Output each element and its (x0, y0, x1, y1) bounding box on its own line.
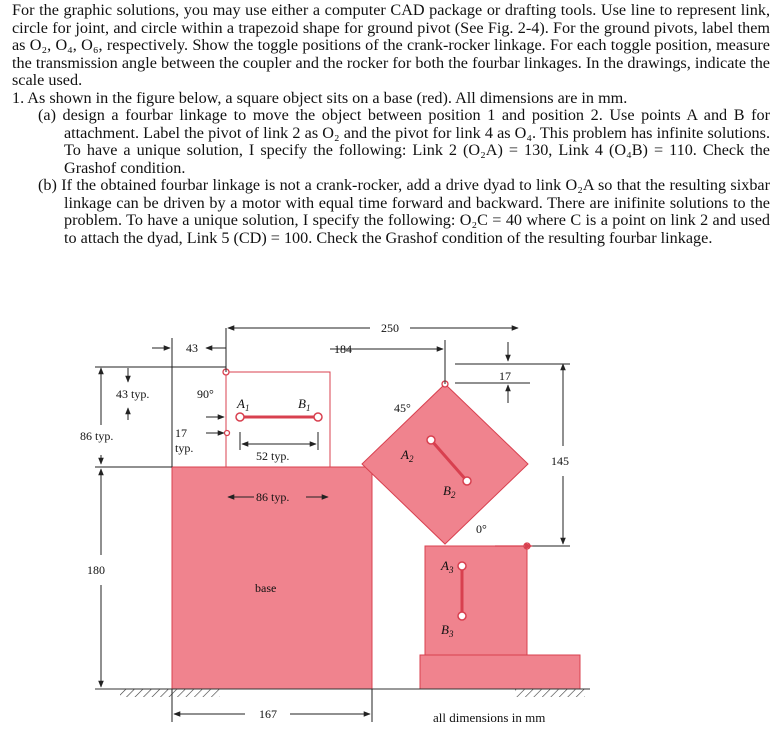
joint-a1 (236, 413, 244, 421)
label-base: base (255, 581, 277, 595)
joint-b1 (314, 413, 322, 421)
corner-marker-4 (225, 431, 230, 436)
problem-part-a: (a) design a fourbar linkage to move the object between position 1 and position 2. Use points A and B for attachment. Label the pivot of link 2 as O₂ and the pivot for link 4 as O₄. This problem has infinite solutions. To have a unique solution, I specify the following: Link 2 (O₂A) = 130, Link 4 (O₄B) = 110. Check the Grashof condition. (38, 106, 770, 177)
joint-a2 (427, 436, 435, 444)
dim-0-deg: 0° (476, 522, 487, 536)
dim-17-right: 17 (499, 369, 511, 383)
dim-17-typ-label: typ. (175, 441, 194, 455)
dim-180: 180 (87, 563, 105, 577)
dim-90-deg: 90° (197, 387, 214, 401)
label-b2: $B_2$ (443, 483, 456, 500)
dim-86-typ-h: 86 typ. (256, 490, 290, 504)
dim-167: 167 (259, 707, 277, 721)
dim-145: 145 (551, 454, 569, 468)
dim-45-deg: 45° (394, 401, 411, 415)
label-a1: $A_1$ (237, 396, 250, 413)
label-all-dims: all dimensions in mm (433, 710, 546, 725)
ground-hatch-right (515, 689, 585, 697)
label-a3: $A_3$ (441, 558, 454, 575)
object-position-2 (362, 384, 528, 544)
problem-text (12, 2, 770, 247)
dim-43: 43 (186, 341, 198, 355)
label-b1: $B_1$ (298, 396, 311, 413)
ground-hatch-left (120, 689, 220, 697)
joint-b3 (458, 612, 466, 620)
label-b3: $B_3$ (441, 622, 454, 639)
problem-intro: For the graphic solutions, you may use either a computer CAD package or drafting tools. Use line to represent link, circle for joint, and circle within a trapezoid shape for ground pivot (See Fig. 2-4). For the ground pivots, label them as O₂, O₄, O₆, respectively. Show the toggle positions of the crank-rocker linkage. For each toggle position, measure the transmission angle between the coupler and the rocker for both the fourbar linkages. In the drawings, indicate the scale used. (12, 1, 770, 89)
linkage-figure (0, 318, 776, 742)
dim-43-typ: 43 typ. (116, 387, 150, 401)
problem-item-1: 1. As shown in the figure below, a square object sits on a base (red). All dimensions are in mm. (12, 88, 628, 107)
dim-184: 184 (334, 342, 352, 356)
joint-b2 (463, 477, 471, 485)
dim-86-typ: 86 typ. (80, 429, 114, 443)
dim-250: 250 (381, 321, 399, 335)
right-base-block (420, 655, 580, 689)
label-a2: $A_2$ (401, 447, 414, 464)
joint-a3 (458, 562, 466, 570)
problem-part-b: (b) If the obtained fourbar linkage is not a crank-rocker, add a drive dyad to link O₂A so that the resulting sixbar linkage can be driven by a motor with equal time forward and backward. There are inifinite solutions to the problem. To have a unique solution, I specify the following: O₂C = 40 where C is a point on link 2 and used to attach the dyad, Link 5 (CD) = 100. Check the Grashof condition of the resulting fourbar linkage. (38, 176, 770, 247)
dim-52-typ: 52 typ. (256, 449, 290, 463)
dim-17-typ-num: 17 (175, 426, 187, 440)
